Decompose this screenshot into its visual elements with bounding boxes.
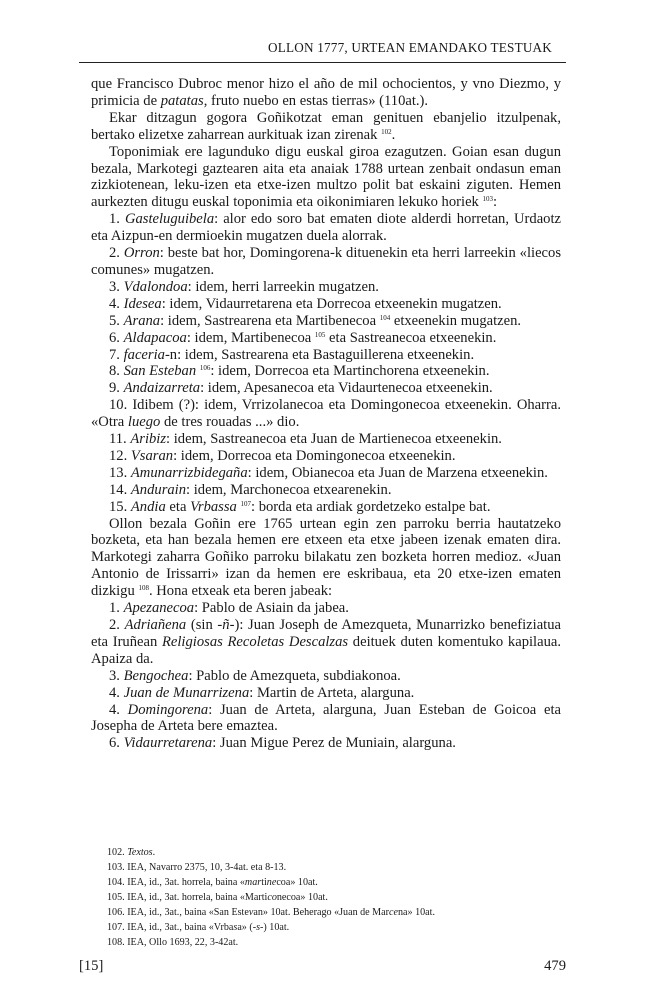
paragraph-2: Ekar ditzagun gogora Goñikotzat eman genituen ebanjelio itzulpenak, bertako elizetxe zaharrean aurkituak izan zirenak $^{102}$. — [91, 109, 561, 143]
paragraph-3: Toponimiak ere lagunduko digu euskal giroa ezagutzen. Goian esan dugun bezala, Markotegi gaztearen aita eta anaiak 1788 urtean zenbait ondasun eman zizkiotenean, leku-izen eta etxe-izen multzo polit bat eskaini ziguten. Hemen aurkezten ditugu euskal toponimia eta oikonimiaren lekuko horiek $^{103}$: — [91, 143, 561, 211]
footnote-108: 108. IEA, Ollo 1693, 22, 3-42at. — [107, 937, 239, 948]
main-text — [91, 76, 561, 752]
toponym-item: 3. Vdalondoa: idem, herri larreekin mugatzen. — [109, 278, 379, 295]
footnote-103: 103. IEA, Navarro 2375, 10, 3-4at. eta 8-13. — [107, 862, 287, 873]
house-item: 4. Juan de Munarrizena: Martin de Arteta, alarguna. — [109, 684, 415, 701]
house-item: 1. Apezanecoa: Pablo de Asiain da jabea. — [109, 600, 349, 617]
footnote-106: 106. IEA, id., 3at., baina «San Estevan» 10at. Beherago «Juan de Marcena» 10at. — [107, 907, 435, 918]
folio-bracket-number: [15] — [79, 958, 104, 974]
toponym-item: 2. Orron: beste bat hor, Domingorena-k dituenekin eta herri larreekin «liecos comunes» mugatzen. — [91, 245, 561, 278]
paragraph-1: que Francisco Dubroc menor hizo el año de mil ochocientos, y vno Diezmo, y primicia de patatas, fruto nuebo en estas tierras» (110at.). — [91, 76, 561, 109]
toponym-item: 11. Aribiz: idem, Sastreanecoa eta Juan de Martienecoa etxeenekin. — [109, 431, 502, 448]
toponym-item: 15. Andia eta Vrbassa $^{107}$: borda eta ardiak gordetzeko estalpe bat. — [109, 498, 491, 515]
running-title: OLLON 1777, URTEAN EMANDAKO TESTUAK — [268, 40, 552, 55]
footnote-107: 107. IEA, id., 3at., baina «Vrbasa» (-s-) 10at. — [107, 922, 290, 933]
footnote-ref: 103 — [482, 195, 493, 204]
footnote-102: 102. Textos. — [107, 847, 156, 858]
footnote-ref: 102 — [381, 127, 392, 136]
footnote-105: 105. IEA, id., 3at. horrela, baina «Marticonecoa» 10at. — [107, 892, 328, 903]
toponym-item: 4. Idesea: idem, Vidaurretarena eta Dorrecoa etxeenekin mugatzen. — [109, 295, 502, 312]
toponym-item: 5. Arana: idem, Sastrearena eta Martibenecoa $^{104}$ etxeenekin mugatzen. — [109, 312, 522, 329]
footnote-ref: 106 — [199, 364, 211, 373]
footnote-ref: 107 — [240, 499, 251, 508]
footnote-ref: 105 — [314, 330, 326, 339]
footnote-104: 104. IEA, id., 3at. horrela, baina «martinecoa» 10at. — [107, 877, 318, 888]
running-header — [79, 38, 566, 63]
house-item: 6. Vidaurretarena: Juan Migue Perez de Muniain, alarguna. — [109, 735, 456, 752]
house-item: 4. Domingorena: Juan de Arteta, alarguna, Juan Esteban de Goicoa eta Josepha de Arteta bere emaztea. — [91, 701, 562, 735]
toponym-item: 9. Andaizarreta: idem, Apesanecoa eta Vidaurtenecoa etxeenekin. — [109, 380, 493, 397]
toponym-item: 12. Vsaran: idem, Dorrecoa eta Domingonecoa etxeenekin. — [109, 447, 456, 464]
house-item: 3. Bengochea: Pablo de Amezqueta, subdiakonoa. — [109, 667, 401, 684]
toponym-item: 10. Idibem (?): idem, Vrrizolanecoa eta Domingonecoa etxeenekin. Oharra. «Otra luego de tres rouadas ...» dio. — [91, 397, 561, 431]
toponym-item: 8. San Esteban $^{106}$: idem, Dorrecoa eta Martinchorena etxeenekin. — [109, 363, 490, 380]
footnotes — [107, 845, 547, 950]
toponym-item: 6. Aldapacoa: idem, Martibenecoa $^{105}$ eta Sastreanecoa etxeenekin. — [109, 329, 497, 346]
paragraph-4: Ollon bezala Goñin ere 1765 urtean egin zen parroku berria hautatzeko bozketa, eta han bezala hemen ere etxeen eta etxe jabeen izenak ematen dira. Markotegi zaharra Goñiko parroku bilakatu zen bozketa horren medioz. «Juan Antonio de Irissarri» izan da hemen ere eskribaua, eta 20 etxe-izen ematen dizkigu $^{108}$. Hona etxeak eta beren jabeak: — [91, 515, 561, 600]
toponym-item: 7. faceria-n: idem, Sastrearena eta Bastaguillerena etxeenekin. — [109, 346, 475, 363]
toponym-item: 14. Andurain: idem, Marchonecoa etxearenekin. — [109, 481, 392, 498]
footnote-ref: 104 — [379, 313, 391, 322]
toponym-item: 13. Amunarrizbidegaña: idem, Obianecoa eta Juan de Marzena etxeenekin. — [109, 464, 548, 481]
footnote-ref: 108 — [138, 584, 149, 593]
page-number: 479 — [544, 958, 566, 974]
house-item: 2. Adriañena (sin -ñ-): Juan Joseph de Amezqueta, Munarrizko benefiziatua eta Iruñean Religiosas Recoletas Descalzas deituek duten komentuko kapilaua. Apaiza da. — [91, 617, 562, 667]
toponym-item: 1. Gasteluguibela: alor edo soro bat ematen diote alderdi horretan, Urdaotz eta Aizpun-en dermioekin mugatzen duela alorrak. — [91, 211, 562, 245]
